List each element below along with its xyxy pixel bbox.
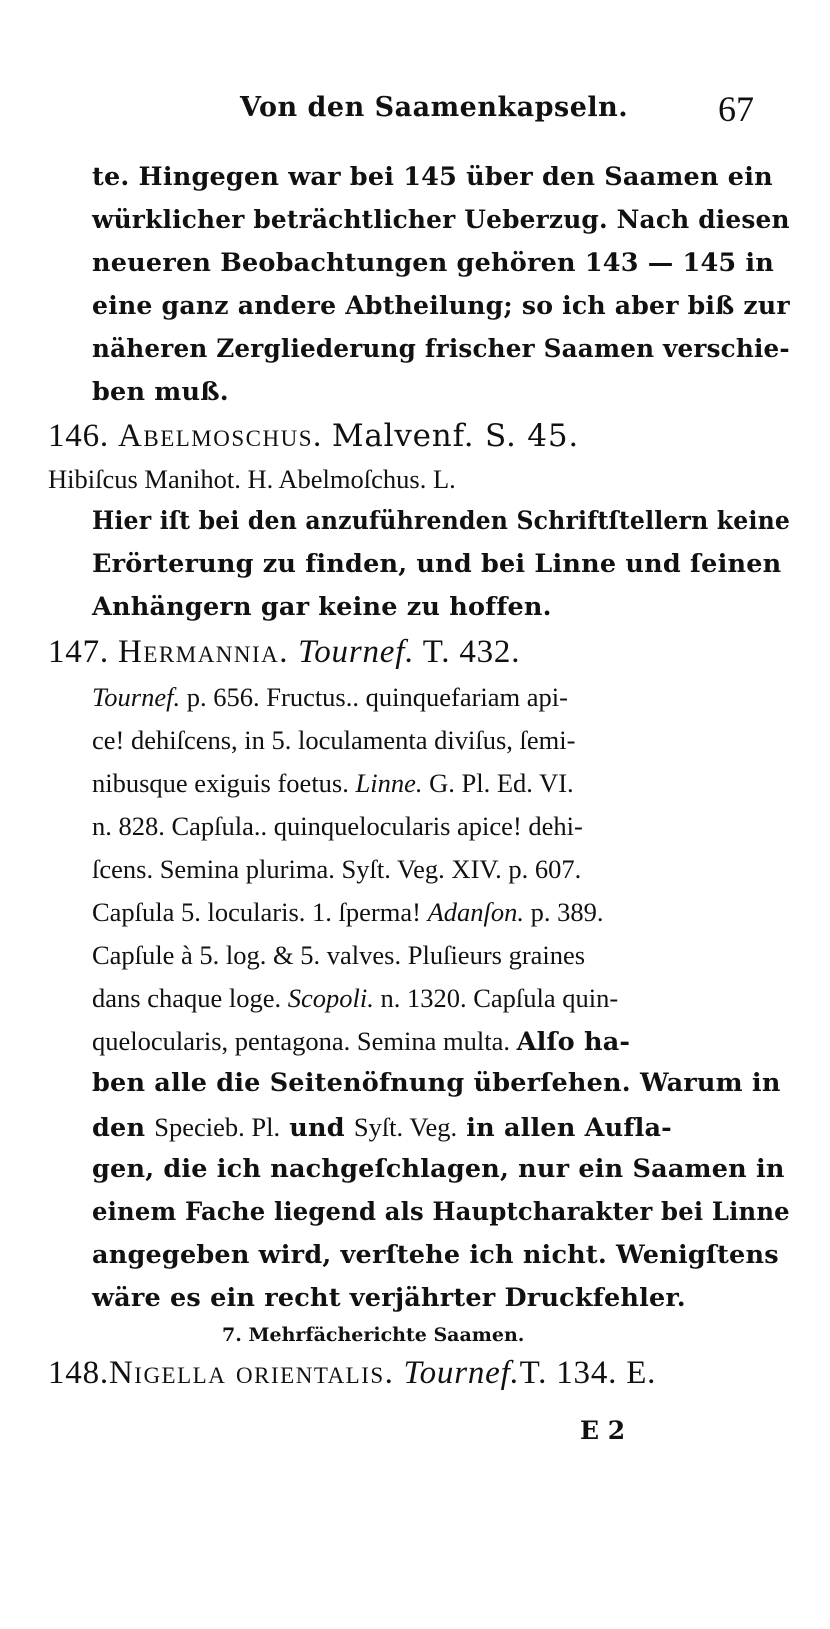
text-line xyxy=(92,813,583,840)
text-span: n. 828. Capſula.. quinquelocularis apice! dehi- xyxy=(92,811,583,841)
text-span: den xyxy=(92,1113,155,1143)
reference: Malvenf. S. 45. xyxy=(331,418,579,454)
text-line: te. Hingegen war bei 145 über den Saamen ein xyxy=(92,162,773,192)
page-number: 67 xyxy=(718,89,754,129)
entry-148 xyxy=(48,1357,656,1390)
text-span: G. Pl. Ed. VI. xyxy=(422,768,574,798)
text-line xyxy=(92,1028,630,1056)
text-span: n. 1320. Capſula quin- xyxy=(373,983,619,1013)
author-italic: Linne. xyxy=(355,768,423,798)
text-line xyxy=(92,942,585,969)
text-line: Erörterung zu finden, und bei Linne und ſeinen xyxy=(92,549,782,579)
reference-author: Tournef. xyxy=(403,1355,520,1391)
entry-number: 146. xyxy=(48,418,109,454)
text-span: Specieb. Pl. xyxy=(154,1112,281,1142)
entry-heading xyxy=(48,636,520,669)
text-line xyxy=(92,1068,781,1098)
text-span: Capſula 5. locularis. 1. ſperma! xyxy=(92,897,428,927)
text-line: gen, die ich nachgeſchlagen, nur ein Saamen in xyxy=(92,1154,785,1184)
signature-mark: E 2 xyxy=(580,1416,626,1445)
text-line xyxy=(92,1114,672,1142)
text-span: p. 656. Fructus.. quinquefariam api- xyxy=(180,682,568,712)
text-span: quelocularis, pentagona. Semina multa. xyxy=(92,1026,517,1056)
text-span: Capſule à 5. log. & 5. valves. Pluſieurs graines xyxy=(92,940,586,970)
genus-name: Hermannia. xyxy=(118,634,290,670)
entry-number: 147. xyxy=(48,634,109,670)
text-line: eine ganz andere Abtheilung; so ich aber biß zur xyxy=(92,291,790,321)
text-line: angegeben wird, verſtehe ich nicht. Wenigſtens xyxy=(92,1240,779,1270)
entry-number: 148. xyxy=(48,1355,109,1391)
author-italic: Scopoli. xyxy=(287,983,374,1013)
author-italic: Adanſon. xyxy=(427,897,525,927)
synonyms-line: Hibiſcus Manihot. H. Abelmoſchus. L. xyxy=(48,464,456,494)
text-span: dans chaque loge. xyxy=(92,983,288,1013)
text-line xyxy=(92,856,581,883)
text-span: p. 389. xyxy=(524,897,604,927)
text-line xyxy=(92,770,574,797)
text-span: ben alle die Seitenöfnung überſehen. xyxy=(92,1068,640,1098)
text-line: Anhängern gar keine zu hoffen. xyxy=(92,592,552,622)
entry-heading xyxy=(48,420,579,453)
reference-plate: T. 134. E. xyxy=(519,1355,657,1391)
text-line: ben muß. xyxy=(92,377,229,407)
text-line xyxy=(92,899,604,926)
text-span: nibusque exiguis foetus. xyxy=(92,768,356,798)
author-italic: Tournef. xyxy=(92,682,181,712)
text-line xyxy=(92,985,618,1012)
text-line: einem Fache liegend als Hauptcharakter bei Linne xyxy=(92,1197,790,1227)
section-heading: 7. Mehrfächerichte Saamen. xyxy=(222,1324,525,1346)
reference-author: Tournef. xyxy=(298,634,415,670)
text-span: und xyxy=(280,1113,354,1143)
text-span: ce! dehiſcens, in 5. loculamenta diviſus, ſemi- xyxy=(92,725,576,755)
text-span: Syſt. Veg. xyxy=(353,1112,458,1142)
text-line: Hier iſt bei den anzuführenden Schriftſtellern keine xyxy=(92,506,791,536)
text-span: in allen Aufla- xyxy=(457,1113,672,1143)
text-span: Warum in xyxy=(639,1068,781,1098)
reference-plate: T. 432. xyxy=(422,634,521,670)
text-line xyxy=(92,684,568,711)
genus-name: Abelmoschus. xyxy=(118,418,323,454)
text-line: würklicher beträchtlicher Ueberzug. Nach diesen xyxy=(92,205,790,235)
text-line: näheren Zergliederung frischer Saamen verschie- xyxy=(92,334,790,364)
genus-name: Nigella orientalis. xyxy=(108,1355,395,1391)
text-span: ſcens. Semina plurima. Syſt. Veg. XIV. p. 607. xyxy=(92,854,582,884)
running-head: Von den Saamenkapseln. xyxy=(240,92,629,123)
text-line: wäre es ein recht verjährter Druckfehler. xyxy=(92,1283,686,1313)
text-span: Alſo ha- xyxy=(516,1027,631,1057)
page-header xyxy=(0,88,830,138)
text-line: neueren Beobachtungen gehören 143 — 145 in xyxy=(92,248,775,278)
text-line xyxy=(92,727,575,754)
